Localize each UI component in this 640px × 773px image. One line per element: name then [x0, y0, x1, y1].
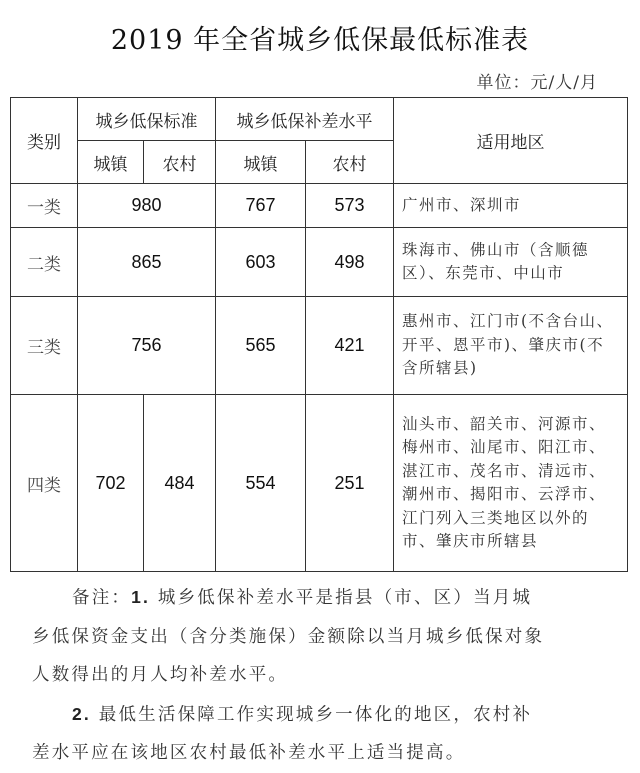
page-title: 2019 年全省城乡低保最低标准表: [110, 25, 530, 56]
header-subsidy-urban: 城镇: [216, 141, 306, 184]
header-region: 适用地区: [394, 98, 628, 184]
header-standard-urban: 城镇: [78, 141, 144, 184]
notes-label: 备注：: [72, 588, 132, 608]
region-cell: 汕头市、韶关市、河源市、梅州市、汕尾市、阳江市、湛江市、茂名市、清远市、潮州市、揭阳市、云浮市、江门列入三类地区以外的市、肇庆市所辖县: [394, 395, 628, 572]
note-1-line-1: [0, 578, 640, 618]
category-cell: 一类: [11, 184, 78, 228]
table-row: [11, 395, 628, 572]
note-2-line-1: [0, 695, 640, 735]
table-row: [11, 297, 628, 395]
region-cell: 广州市、深圳市: [394, 184, 628, 228]
table-row: [11, 228, 628, 297]
category-cell: 二类: [11, 228, 78, 297]
note-1-line-2: 乡低保资金支出（含分类施保）金额除以当月城乡低保对象: [32, 626, 545, 647]
category-cell: 四类: [11, 395, 78, 572]
note-2-number: 2.: [72, 703, 91, 724]
standard-rural-cell: 484: [144, 395, 216, 572]
subsidy-urban-cell: 603: [216, 228, 306, 297]
standard-cell: 756: [78, 297, 216, 395]
table-row: [11, 184, 628, 228]
subsidy-urban-cell: 767: [216, 184, 306, 228]
standard-urban-cell: 702: [78, 395, 144, 572]
subsidy-urban-cell: 565: [216, 297, 306, 395]
header-standard-rural: 农村: [144, 141, 216, 184]
subsidy-urban-cell: 554: [216, 395, 306, 572]
header-standard-group: 城乡低保标准: [78, 98, 216, 141]
minimum-standard-table: [10, 97, 628, 572]
unit-label: 单位：元/人/月: [476, 73, 598, 93]
header-subsidy-group: 城乡低保补差水平: [216, 98, 394, 141]
header-subsidy-rural: 农村: [306, 141, 394, 184]
note-1-number: 1.: [131, 587, 151, 607]
subsidy-rural-cell: 498: [306, 228, 394, 297]
subsidy-rural-cell: 573: [306, 184, 394, 228]
note-2-line-2: 差水平应在该地区农村最低补差水平上适当提高。: [32, 743, 466, 763]
note-1-text: 城乡低保补差水平是指县（市、区）当月城: [157, 588, 533, 608]
region-cell: 惠州市、江门市(不含台山、开平、恩平市)、肇庆市(不含所辖县): [394, 297, 628, 395]
header-category: 类别: [11, 98, 78, 184]
note-1-line-3: 人数得出的月人均补差水平。: [32, 665, 289, 685]
notes-section: [0, 578, 640, 773]
standard-cell: 980: [78, 184, 216, 228]
standard-cell: 865: [78, 228, 216, 297]
region-cell: 珠海市、佛山市（含顺德区）、东莞市、中山市: [394, 228, 628, 297]
subsidy-rural-cell: 421: [306, 297, 394, 395]
note-2-text: 最低生活保障工作实现城乡一体化的地区，农村补: [98, 704, 533, 725]
category-cell: 三类: [11, 297, 78, 395]
subsidy-rural-cell: 251: [306, 395, 394, 572]
